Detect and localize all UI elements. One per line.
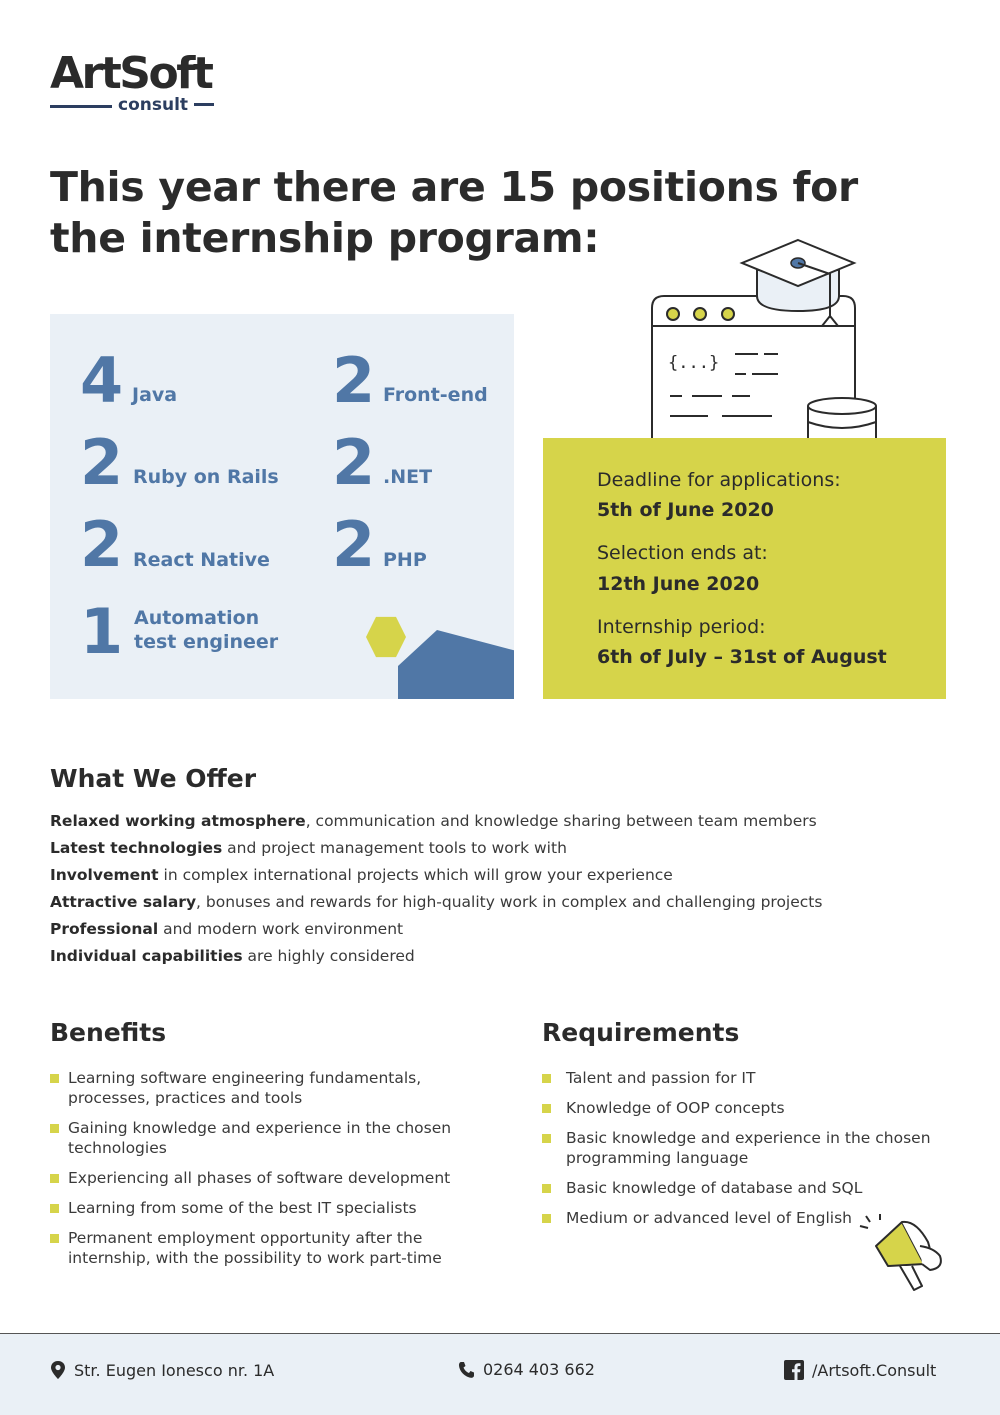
- logo-wordmark: ArtSoft: [50, 48, 212, 99]
- bullet-square-icon: [50, 1074, 59, 1083]
- phone-text: 0264 403 662: [483, 1360, 595, 1379]
- benefit-item: [50, 1228, 470, 1268]
- requirement-item: [542, 1068, 962, 1088]
- offer-item: [50, 835, 950, 862]
- decorative-shape: [398, 630, 514, 699]
- footer-address: [50, 1360, 274, 1380]
- benefit-text: Learning software engineering fundamentals, processes, practices and tools: [68, 1069, 422, 1107]
- position-name: Automation test engineer: [134, 607, 279, 653]
- benefit-text: Gaining knowledge and experience in the chosen technologies: [68, 1119, 452, 1157]
- period-label: Internship period:: [597, 616, 766, 638]
- benefit-text: Experiencing all phases of software development: [68, 1169, 451, 1187]
- phone-icon: [458, 1361, 475, 1379]
- offer-item-text: in complex international projects which will grow your experience: [158, 866, 673, 884]
- requirement-text: Basic knowledge of database and SQL: [566, 1179, 863, 1197]
- company-logo: [50, 48, 220, 116]
- offer-item-text: and modern work environment: [158, 920, 404, 938]
- bullet-square-icon: [542, 1214, 551, 1223]
- period-value: 6th of July – 31st of August: [597, 646, 887, 668]
- position-count: 2: [80, 426, 124, 499]
- requirement-text: Basic knowledge and experience in the chosen programming language: [566, 1129, 931, 1167]
- position-count: 1: [80, 595, 124, 668]
- position-name: React Native: [133, 549, 270, 571]
- position-name: Java: [132, 384, 178, 406]
- benefits-list: [50, 1068, 470, 1278]
- logo-underline-left: [50, 105, 112, 108]
- benefit-text: Permanent employment opportunity after the internship, with the possibility to work part-time: [68, 1229, 442, 1267]
- bullet-square-icon: [542, 1104, 551, 1113]
- graduation-cap-icon: [742, 240, 854, 326]
- selection-label: Selection ends at:: [597, 542, 768, 564]
- offer-item: [50, 862, 950, 889]
- address-text: Str. Eugen Ionesco nr. 1A: [74, 1360, 275, 1380]
- position-name: Front-end: [383, 384, 488, 406]
- offer-item-bold: Latest technologies: [50, 839, 223, 857]
- footer-facebook[interactable]: [784, 1360, 936, 1380]
- positions-panel: [50, 314, 514, 699]
- position-count: 2: [332, 426, 376, 499]
- position-count: 2: [332, 508, 376, 581]
- bullet-square-icon: [50, 1174, 59, 1183]
- offer-item-bold: Individual capabilities: [50, 947, 243, 965]
- bullet-square-icon: [50, 1204, 59, 1213]
- decorative-hexagon: [366, 616, 406, 658]
- offer-item: [50, 889, 950, 916]
- offer-title: What We Offer: [50, 764, 257, 793]
- offer-item-text: , communication and knowledge sharing between team members: [305, 812, 817, 830]
- location-pin-icon: [50, 1360, 66, 1380]
- benefit-item: [50, 1068, 470, 1108]
- position-count: 4: [80, 344, 124, 417]
- bullet-square-icon: [542, 1074, 551, 1083]
- benefit-item: [50, 1118, 470, 1158]
- code-graduation-illustration: [640, 236, 890, 446]
- requirement-item: [542, 1128, 962, 1168]
- position-name: .NET: [383, 466, 433, 488]
- position-count: 2: [332, 344, 376, 417]
- requirement-text: Talent and passion for IT: [566, 1069, 756, 1087]
- requirement-text: Medium or advanced level of English: [566, 1209, 852, 1227]
- deadline-label: Deadline for applications:: [597, 469, 841, 491]
- offer-item-text: are highly considered: [242, 947, 415, 965]
- requirements-title: Requirements: [542, 1018, 740, 1047]
- offer-item-text: and project management tools to work with: [222, 839, 567, 857]
- benefit-text: Learning from some of the best IT specialists: [68, 1199, 417, 1217]
- offer-item-text: , bonuses and rewards for high-quality work in complex and challenging projects: [196, 893, 823, 911]
- offer-item: [50, 916, 950, 943]
- requirement-item: [542, 1178, 962, 1198]
- bullet-square-icon: [50, 1124, 59, 1133]
- code-braces: {...}: [668, 353, 720, 373]
- requirement-item: [542, 1098, 962, 1118]
- offer-item-bold: Professional: [50, 920, 159, 938]
- offer-item: [50, 808, 950, 835]
- requirement-text: Knowledge of OOP concepts: [566, 1099, 785, 1117]
- benefit-item: [50, 1168, 470, 1188]
- offer-item-bold: Relaxed working atmosphere: [50, 812, 306, 830]
- offer-item-bold: Attractive salary: [50, 893, 197, 911]
- footer: [0, 1334, 1000, 1415]
- facebook-icon: [784, 1360, 804, 1380]
- offer-item: [50, 943, 950, 970]
- bullet-square-icon: [50, 1234, 59, 1243]
- logo-sub-row: [50, 96, 215, 114]
- position-name: Ruby on Rails: [133, 466, 279, 488]
- bullet-square-icon: [542, 1134, 551, 1143]
- offer-item-bold: Involvement: [50, 866, 159, 884]
- page-headline: This year there are 15 positions for the internship program:: [50, 163, 858, 262]
- facebook-text: /Artsoft.Consult: [812, 1360, 937, 1380]
- footer-phone[interactable]: [458, 1360, 595, 1379]
- megaphone-icon: [858, 1212, 950, 1298]
- logo-underline-right: [194, 103, 214, 106]
- position-count: 2: [80, 508, 124, 581]
- dates-panel: [543, 438, 946, 699]
- benefits-title: Benefits: [50, 1018, 167, 1047]
- benefit-item: [50, 1198, 470, 1218]
- logo-subtitle: consult: [118, 95, 189, 115]
- deadline-value: 5th of June 2020: [597, 499, 774, 521]
- offer-list: [50, 808, 950, 970]
- bullet-square-icon: [542, 1184, 551, 1193]
- position-name: PHP: [383, 549, 427, 571]
- selection-value: 12th June 2020: [597, 573, 760, 595]
